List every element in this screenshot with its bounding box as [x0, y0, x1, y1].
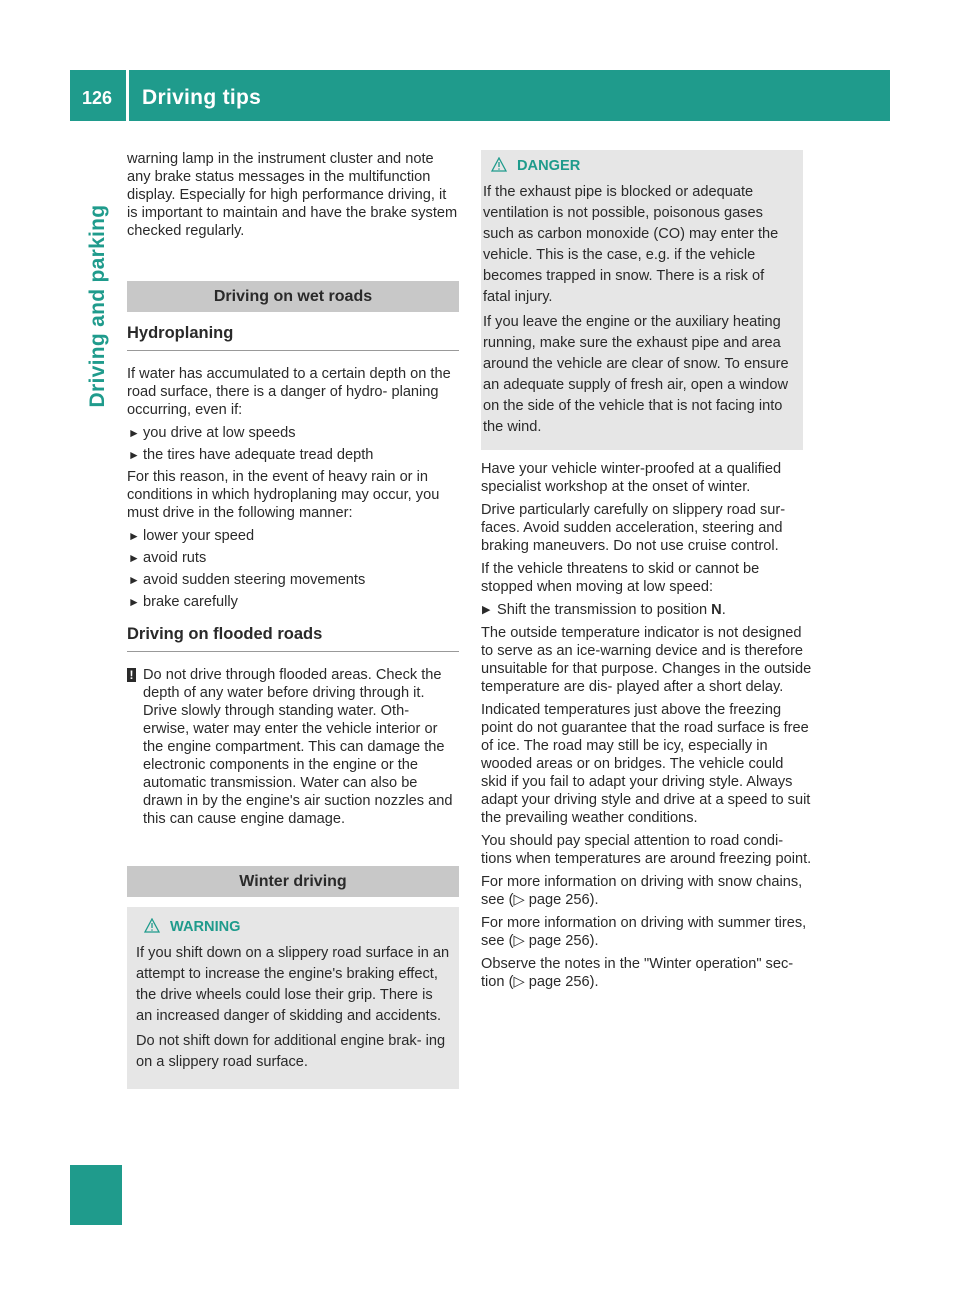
section-heading-wet-roads: Driving on wet roads	[127, 281, 459, 312]
list-item: ► the tires have adequate tread depth	[128, 447, 374, 463]
list-item: ► lower your speed	[128, 528, 255, 544]
hydroplaning-paragraph-2: For this reason, in the event of heavy rain or in conditions in which hydroplaning may occur, you must drive in the following manner:	[127, 469, 440, 521]
bullet-icon: ►	[128, 551, 140, 565]
header-divider	[126, 70, 129, 121]
danger-heading: DANGER	[483, 156, 795, 179]
step-shift-transmission: ▶ Shift the transmission to position N.	[482, 602, 726, 618]
subheading-hydroplaning: Hydroplaning	[127, 322, 459, 351]
page-number: 126	[82, 88, 113, 108]
section-heading-winter: Winter driving	[127, 866, 459, 897]
bullet-icon: ►	[128, 595, 140, 609]
danger-paragraph-2: If you leave the engine or the auxiliary heating running, make sure the exhaust pipe and area around the vehicle are clear of snow. To ensure an adequate supply of fresh air, open a window on the side of the vehicle that is not facing into the wind.	[483, 314, 789, 435]
winter-paragraph-1: Have your vehicle winter-proofed at a qualified specialist workshop at the onset of winter.	[481, 461, 782, 495]
danger-box	[481, 150, 803, 450]
page-ref-arrow-icon: ▷	[513, 974, 525, 990]
left-column	[127, 150, 459, 1089]
gear-position: N	[711, 602, 722, 618]
warning-paragraph-2: Do not shift down for additional engine brak- ing on a slippery road surface.	[136, 1033, 446, 1070]
winter-operation-reference: Observe the notes in the "Winter operation" sec- tion (▷ page 256).	[481, 956, 794, 990]
page-ref-arrow-icon: ▷	[513, 892, 525, 908]
warning-triangle-icon	[144, 918, 160, 940]
page-reference-link[interactable]: page 256	[528, 974, 590, 990]
warning-triangle-icon	[491, 157, 507, 179]
page-reference-link[interactable]: page 256	[528, 933, 590, 949]
list-item: ► you drive at low speeds	[128, 425, 296, 441]
side-tab-label: Driving and parking	[86, 204, 109, 408]
summer-tires-reference: For more information on driving with summer tires, see (▷ page 256).	[481, 915, 807, 949]
list-item: ► brake carefully	[128, 594, 238, 610]
list-item: ► avoid sudden steering movements	[128, 572, 366, 588]
winter-paragraph-6: You should pay special attention to road condi- tions when temperatures are around freezing point.	[481, 833, 812, 867]
danger-paragraph: If the exhaust pipe is blocked or adequate ventilation is not possible, poisonous gases such as carbon monoxide (CO) may enter the vehicle. This is the case, e.g. if the vehicle becomes trapped in snow. There is a risk of fatal injury.	[483, 184, 779, 305]
winter-paragraph-4: The outside temperature indicator is not designed to serve as an ice-warning device and is therefore unsuitable for that purpose. Changes in the outside temperature are dis- played after a short delay.	[481, 625, 812, 695]
warning-box	[127, 907, 459, 1089]
list-item: ► avoid ruts	[128, 550, 207, 566]
winter-paragraph-5: Indicated temperatures just above the freezing point do not guarantee that the road surface is free of ice. The road may still be icy, especially in wooded areas or on bridges. The vehicle could skid if you fail to adapt your driving style. Always adapt your driving style and drive at a speed to suit the prevailing weather conditions.	[481, 702, 811, 826]
right-column	[481, 150, 813, 996]
exclamation-icon: !	[127, 668, 136, 682]
bullet-icon: ►	[128, 448, 140, 462]
snow-chains-reference: For more information on driving with snow chains, see (▷ page 256).	[481, 874, 803, 908]
intro-paragraph: warning lamp in the instrument cluster and note any brake status messages in the multifunction display. Especially for high performance driving, it is important to maintain and have the brake system checked regularly.	[127, 151, 458, 239]
side-tab-block	[70, 1165, 122, 1225]
notice-flooded: ! Do not drive through flooded areas. Check the depth of any water before driving through it. Drive slowly through standing water. Oth- erwise, water may enter the vehicle interior or the engine compartment. This can damage the electronic components in the engine or the automatic transmission. Water can also be drawn in by the engine's air suction nozzles and this can cause engine damage.	[127, 666, 459, 828]
page-reference-link[interactable]: page 256	[528, 892, 590, 908]
step-arrow-icon: ▶	[482, 604, 491, 616]
warning-heading: WARNING	[136, 917, 450, 940]
page-ref-arrow-icon: ▷	[513, 933, 525, 949]
page-title: Driving tips	[142, 86, 262, 109]
bullet-icon: ►	[128, 426, 140, 440]
subheading-flooded-roads: Driving on flooded roads	[127, 623, 459, 652]
winter-paragraph-2: Drive particularly carefully on slippery road sur- faces. Avoid sudden acceleration, steering and braking maneuvers. Do not use cruise control.	[481, 502, 786, 554]
hydroplaning-paragraph: If water has accumulated to a certain depth on the road surface, there is a danger of hydro- planing occurring, even if:	[127, 366, 451, 418]
warning-paragraph: If you shift down on a slippery road surface in an attempt to increase the engine's braking effect, the drive wheels could lose their grip. There is an increased danger of skidding and accidents.	[136, 945, 450, 1024]
bullet-icon: ►	[128, 529, 140, 543]
bullet-icon: ►	[128, 573, 140, 587]
winter-paragraph-3: If the vehicle threatens to skid or cannot be stopped when moving at low speed:	[481, 561, 760, 595]
